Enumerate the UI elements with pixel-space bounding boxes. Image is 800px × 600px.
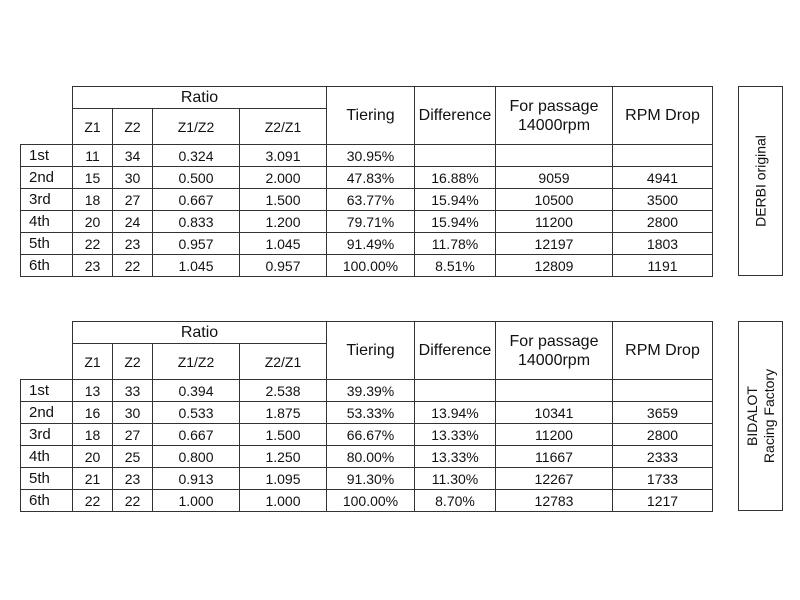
tiering-cell: 63.77% [327, 189, 415, 211]
z2-cell: 24 [113, 211, 153, 233]
ratio-header: Ratio [73, 322, 327, 344]
z2-cell: 27 [113, 424, 153, 446]
table-row [21, 424, 713, 446]
corner-blank [21, 87, 73, 145]
difference-header: Difference [415, 87, 496, 145]
z2-cell: 22 [113, 490, 153, 512]
rpm-drop-cell: 2333 [613, 446, 713, 468]
table-body [21, 145, 713, 277]
z2-z1-cell: 1.000 [240, 490, 327, 512]
z1-header: Z1 [73, 344, 113, 380]
table-row [21, 255, 713, 277]
tiering-cell: 66.67% [327, 424, 415, 446]
ratio-header: Ratio [73, 87, 327, 109]
tiering-cell: 91.49% [327, 233, 415, 255]
side-label-text [744, 369, 778, 463]
tiering-cell: 47.83% [327, 167, 415, 189]
z1-z2-cell: 0.957 [153, 233, 240, 255]
z1-z2-header: Z1/Z2 [153, 109, 240, 145]
rpm-drop-header: RPM Drop [613, 87, 713, 145]
z2-cell: 30 [113, 167, 153, 189]
z2-cell: 25 [113, 446, 153, 468]
rpm-drop-cell: 1217 [613, 490, 713, 512]
table-row [21, 145, 713, 167]
z2-cell: 22 [113, 255, 153, 277]
gear-cell: 1st [21, 145, 73, 167]
z2-z1-cell: 1.875 [240, 402, 327, 424]
side-label-line: DERBI original [752, 135, 768, 227]
side-label-line: Racing Factory [760, 368, 777, 464]
passage-cell [496, 380, 613, 402]
corner-blank [21, 322, 73, 380]
passage-cell: 12783 [496, 490, 613, 512]
z2-header: Z2 [113, 344, 153, 380]
passage-cell: 10341 [496, 402, 613, 424]
tiering-cell: 100.00% [327, 255, 415, 277]
gear-table-derbi [20, 86, 713, 277]
z2-z1-cell: 1.200 [240, 211, 327, 233]
table-row [21, 380, 713, 402]
gear-cell: 3rd [21, 189, 73, 211]
z1-cell: 16 [73, 402, 113, 424]
passage-cell: 11667 [496, 446, 613, 468]
rpm-drop-cell: 1803 [613, 233, 713, 255]
z1-z2-cell: 0.833 [153, 211, 240, 233]
passage-cell: 12809 [496, 255, 613, 277]
rpm-drop-cell [613, 145, 713, 167]
passage-cell: 12197 [496, 233, 613, 255]
gear-cell: 6th [21, 255, 73, 277]
tiering-cell: 91.30% [327, 468, 415, 490]
z1-z2-cell: 1.000 [153, 490, 240, 512]
z1-cell: 11 [73, 145, 113, 167]
side-label-line: BIDALOT [743, 386, 760, 446]
z1-cell: 20 [73, 446, 113, 468]
table-row [21, 211, 713, 233]
difference-cell: 13.94% [415, 402, 496, 424]
passage-cell: 11200 [496, 211, 613, 233]
z2-z1-cell: 2.538 [240, 380, 327, 402]
tiering-header: Tiering [327, 87, 415, 145]
table-row [21, 402, 713, 424]
rpm-drop-cell: 3659 [613, 402, 713, 424]
table-row [21, 446, 713, 468]
z2-z1-cell: 1.500 [240, 424, 327, 446]
gear-cell: 4th [21, 211, 73, 233]
side-label-text [752, 135, 769, 227]
z2-cell: 23 [113, 468, 153, 490]
z1-z2-cell: 1.045 [153, 255, 240, 277]
z2-cell: 33 [113, 380, 153, 402]
z1-cell: 13 [73, 380, 113, 402]
passage-header-line2: 14000rpm [517, 351, 591, 369]
gear-cell: 6th [21, 490, 73, 512]
gear-cell: 4th [21, 446, 73, 468]
gear-cell: 5th [21, 468, 73, 490]
tiering-cell: 30.95% [327, 145, 415, 167]
difference-cell: 16.88% [415, 167, 496, 189]
rpm-drop-cell: 1733 [613, 468, 713, 490]
passage-header [496, 87, 613, 145]
table-body [21, 380, 713, 512]
difference-cell: 11.78% [415, 233, 496, 255]
z1-z2-header: Z1/Z2 [153, 344, 240, 380]
z1-z2-cell: 0.394 [153, 380, 240, 402]
table-row [21, 468, 713, 490]
z2-cell: 27 [113, 189, 153, 211]
table-row [21, 233, 713, 255]
passage-header-line2: 14000rpm [517, 116, 591, 134]
passage-cell: 11200 [496, 424, 613, 446]
z1-cell: 18 [73, 189, 113, 211]
z2-header: Z2 [113, 109, 153, 145]
z1-z2-cell: 0.533 [153, 402, 240, 424]
difference-cell [415, 380, 496, 402]
difference-cell: 8.70% [415, 490, 496, 512]
gear-cell: 1st [21, 380, 73, 402]
difference-cell: 13.33% [415, 424, 496, 446]
z2-z1-cell: 1.250 [240, 446, 327, 468]
rpm-drop-cell: 3500 [613, 189, 713, 211]
gear-cell: 2nd [21, 167, 73, 189]
difference-cell: 15.94% [415, 211, 496, 233]
z1-cell: 22 [73, 490, 113, 512]
z1-z2-cell: 0.500 [153, 167, 240, 189]
z1-cell: 21 [73, 468, 113, 490]
difference-header: Difference [415, 322, 496, 380]
rpm-drop-cell: 2800 [613, 424, 713, 446]
z2-z1-cell: 1.500 [240, 189, 327, 211]
z2-z1-header: Z2/Z1 [240, 344, 327, 380]
z1-cell: 20 [73, 211, 113, 233]
gear-cell: 2nd [21, 402, 73, 424]
difference-cell: 15.94% [415, 189, 496, 211]
tiering-cell: 39.39% [327, 380, 415, 402]
z1-cell: 18 [73, 424, 113, 446]
z2-cell: 34 [113, 145, 153, 167]
z2-z1-cell: 1.095 [240, 468, 327, 490]
tiering-cell: 79.71% [327, 211, 415, 233]
tiering-cell: 100.00% [327, 490, 415, 512]
z2-z1-cell: 2.000 [240, 167, 327, 189]
passage-header-line1: For passage [509, 97, 599, 115]
passage-header-line1: For passage [509, 332, 599, 350]
difference-cell: 13.33% [415, 446, 496, 468]
rpm-drop-cell: 4941 [613, 167, 713, 189]
gear-cell: 5th [21, 233, 73, 255]
tiering-cell: 80.00% [327, 446, 415, 468]
table-row [21, 167, 713, 189]
z2-z1-cell: 0.957 [240, 255, 327, 277]
rpm-drop-cell [613, 380, 713, 402]
tiering-header: Tiering [327, 322, 415, 380]
z1-z2-cell: 0.324 [153, 145, 240, 167]
gear-cell: 3rd [21, 424, 73, 446]
z2-cell: 30 [113, 402, 153, 424]
rpm-drop-cell: 1191 [613, 255, 713, 277]
z1-cell: 22 [73, 233, 113, 255]
table-row [21, 490, 713, 512]
difference-cell: 11.30% [415, 468, 496, 490]
z1-cell: 15 [73, 167, 113, 189]
rpm-drop-cell: 2800 [613, 211, 713, 233]
z1-z2-cell: 0.913 [153, 468, 240, 490]
gear-table-bidalot [20, 321, 713, 512]
z2-cell: 23 [113, 233, 153, 255]
z2-z1-cell: 3.091 [240, 145, 327, 167]
rpm-drop-header: RPM Drop [613, 322, 713, 380]
z1-cell: 23 [73, 255, 113, 277]
side-label-bidalot [738, 321, 783, 511]
passage-cell [496, 145, 613, 167]
z2-z1-cell: 1.045 [240, 233, 327, 255]
z1-z2-cell: 0.667 [153, 189, 240, 211]
z1-header: Z1 [73, 109, 113, 145]
table-row [21, 189, 713, 211]
passage-cell: 10500 [496, 189, 613, 211]
difference-cell: 8.51% [415, 255, 496, 277]
tiering-cell: 53.33% [327, 402, 415, 424]
passage-header [496, 322, 613, 380]
z1-z2-cell: 0.667 [153, 424, 240, 446]
side-label-derbi [738, 86, 783, 276]
z2-z1-header: Z2/Z1 [240, 109, 327, 145]
passage-cell: 12267 [496, 468, 613, 490]
difference-cell [415, 145, 496, 167]
passage-cell: 9059 [496, 167, 613, 189]
z1-z2-cell: 0.800 [153, 446, 240, 468]
